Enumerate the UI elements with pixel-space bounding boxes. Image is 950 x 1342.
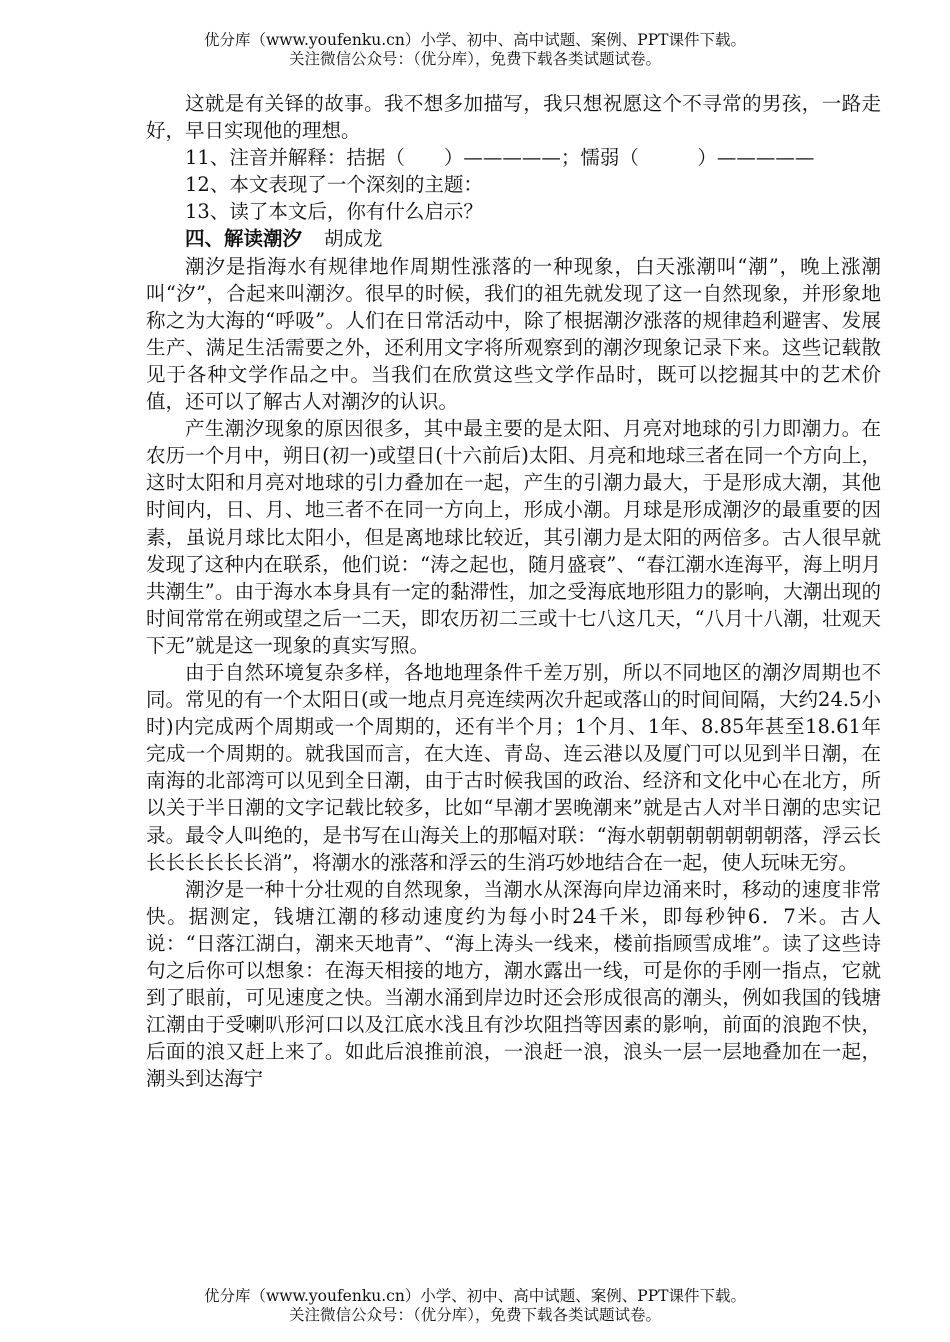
document-body [146,90,881,1092]
page-header [0,31,950,69]
paragraph-3: 由于自然环境复杂多样，各地地理条件千差万别，所以不同地区的潮汐周期也不同。常见的有一个太阳日(或一地点月亮连续两次升起或落山的时间间隔，大约24.5小时)内完成两个周期或一个周期的，还有半个月；1个月、1年、8.85年甚至18.61年完成一个周期的。就我国而言，在大连、青岛、连云港以及厦门可以见到半日潮，在南海的北部湾可以见到全日潮，由于古时候我国的政治、经济和文化中心在北方，所以关于半日潮的文字记载比较多，比如“早潮才罢晚潮来”就是古人对半日潮的忠实记录。最令人叫绝的，是书写在山海关上的那幅对联：“海水朝朝朝朝朝朝朝落，浮云长长长长长长长消”，将潮水的涨落和浮云的生消巧妙地结合在一起，使人玩味无穷。 [146,660,881,874]
paragraph-4: 潮汐是一种十分壮观的自然现象，当潮水从深海向岸边涌来时，移动的速度非常快。据测定，钱塘江潮的移动速度约为每小时24千米，即每秒钟6．7米。古人说：“日落江湖白，潮来天地青”、“海上涛头一线来，楼前指顾雪成堆”。读了这些诗句之后你可以想象：在海天相接的地方，潮水露出一线，可是你的手刚一指点，它就到了眼前，可见速度之快。当潮水涌到岸边时还会形成很高的潮头，例如我国的钱塘江潮由于受喇叭形河口以及江底水浅且有沙坎阻挡等因素的影响，前面的浪跑不快，后面的浪又赶上来了。如此后浪推前浪，一浪赶一浪，浪头一层一层地叠加在一起，潮头到达海宁 [146,877,881,1091]
paragraph-2: 产生潮汐现象的原因很多，其中最主要的是太阳、月亮对地球的引力即潮力。在农历一个月中，朔日(初一)或望日(十六前后)太阳、月亮和地球三者在同一个方向上，这时太阳和月亮对地球的引力叠加在一起，产生的引潮力最大，于是形成大潮，其他时间内，日、月、地三者不在同一方向上，形成小潮。月球是形成潮汐的最重要的因素，虽说月球比太阳小，但是离地球比较近，其引潮力是太阳的两倍多。古人很早就发现了这种内在联系，他们说：“涛之起也，随月盛衰”、“春江潮水连海平，海上明月共潮生”。由于海水本身具有一定的黏滞性，加之受海底地形阻力的影响，大潮出现的时间常常在朔或望之后一二天，即农历初二三或十七八这几天，“八月十八潮，壮观天下无”就是这一现象的真实写照。 [146,417,881,657]
header-line-1: 优分库（www.youfenku.cn）小学、初中、高中试题、案例、PPT课件下载。 [203,31,747,49]
question-11: 11、注音并解释：拮据（ ）—————；懦弱（ ）————— [185,146,815,170]
question-12: 12、本文表现了一个深刻的主题： [185,173,483,197]
question-13: 13、读了本文后，你有什么启示？ [185,200,483,224]
section-author: 胡成龙 [324,227,383,251]
section-title: 四、解读潮汐 [185,227,303,251]
paragraph-1: 潮汐是指海水有规律地作周期性涨落的一种现象，白天涨潮叫“潮”，晚上涨潮叫“汐”，合起来叫潮汐。很早的时候，我们的祖先就发现了这一自然现象，并形象地称之为大海的“呼吸”。人们在日常活动中，除了根据潮汐涨落的规律趋利避害、发展生产、满足生活需要之外，还利用文字将所观察到的潮汐现象记录下来。这些记载散见于各种文学作品之中。当我们在欣赏这些文学作品时，既可以挖掘其中的艺术价值，还可以了解古人对潮汐的认识。 [146,254,881,414]
footer-line-1: 优分库（www.youfenku.cn）小学、初中、高中试题、案例、PPT课件下载。 [203,1287,747,1305]
header-line-2: 关注微信公众号：（优分库），免费下载各类试题试卷。 [288,50,661,68]
section-heading [146,225,881,252]
footer-line-2: 关注微信公众号：（优分库），免费下载各类试题试卷。 [288,1306,661,1324]
page-footer [0,1287,950,1325]
intro-paragraph: 这就是有关铎的故事。我不想多加描写，我只想祝愿这个不寻常的男孩，一路走好，早日实现他的理想。 [146,92,881,143]
